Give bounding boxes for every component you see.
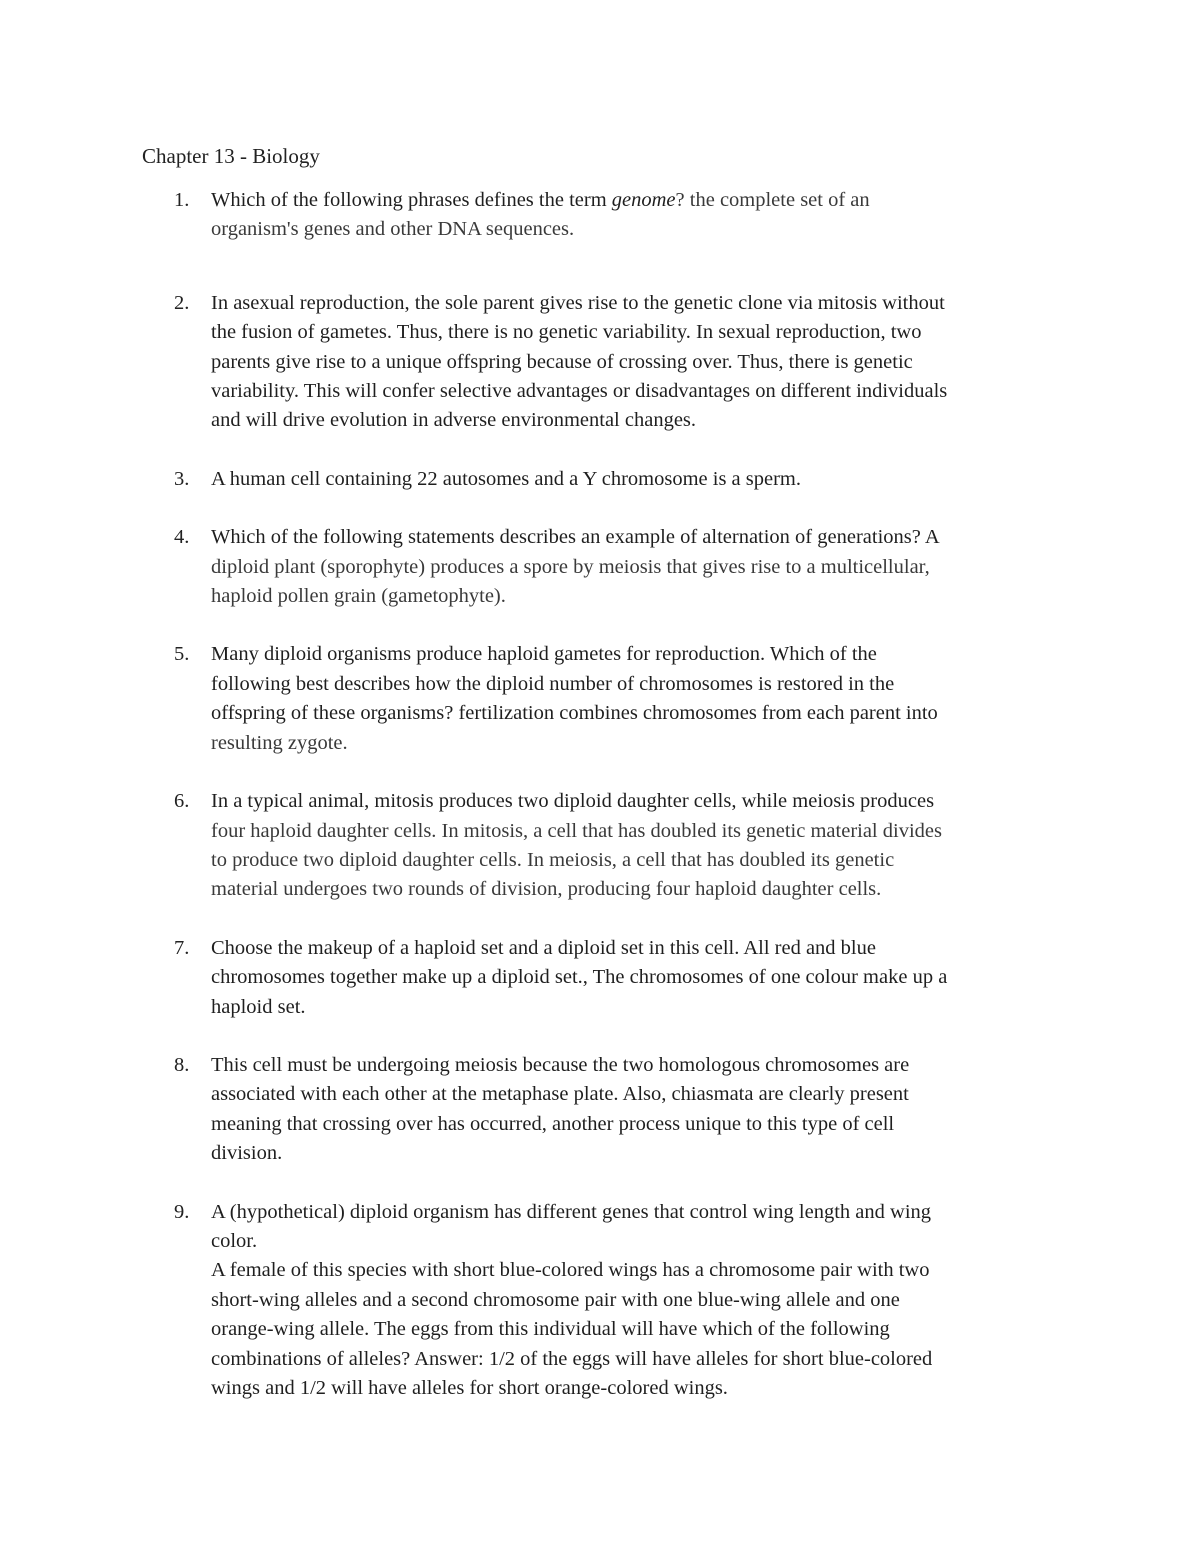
question-line: color. [211,1229,258,1252]
question-2 [0,289,1200,436]
question-6 [0,787,1200,905]
question-number: 1. [174,189,190,211]
question-line: wings and 1/2 will have alleles for short orange-colored wings. [211,1377,728,1399]
answer-line: haploid pollen grain (gametophyte). [211,585,506,608]
question-line: A (hypothetical) diploid organism has different genes that control wing length and wing [211,1200,932,1223]
answer-text: ? the complete set of an [675,189,870,211]
answer-line: four haploid daughter cells. In mitosis, a cell that has doubled its genetic material divides [211,819,942,842]
question-line: associated with each other at the metaphase plate. Also, chiasmata are clearly present [211,1083,909,1106]
answer-line: diploid plant (sporophyte) produces a spore by meiosis that gives rise to a multicellular, [211,555,930,578]
question-number: 5. [174,643,190,666]
question-number: 7. [174,936,190,959]
question-9 [0,1198,1200,1404]
question-line: and will drive evolution in adverse environmental changes. [211,409,697,432]
question-line [211,186,1070,215]
question-number: 3. [174,467,190,490]
question-line: meaning that crossing over has occurred, another process unique to this type of cell [211,1112,895,1135]
question-number: 8. [174,1053,190,1076]
question-line: Which of the following statements describes an example of alternation of generations? A [211,526,940,549]
question-3 [0,465,1200,494]
answer-line: resulting zygote. [211,731,348,754]
question-line: orange-wing allele. The eggs from this individual will have which of the following [211,1318,890,1341]
page-title: Chapter 13 - Biology [142,144,320,168]
question-line: In asexual reproduction, the sole parent gives rise to the genetic clone via mitosis without [211,291,945,314]
answer-line: to produce two diploid daughter cells. In meiosis, a cell that has doubled its genetic [211,848,895,871]
question-7 [0,934,1200,1022]
question-line: Choose the makeup of a haploid set and a diploid set in this cell. All red and blue [211,936,876,959]
question-line: chromosomes together make up a diploid set., The chromosomes of one colour make up a [211,966,948,989]
question-line: A human cell containing 22 autosomes and a Y chromosome is a sperm. [211,467,802,490]
question-line: Many diploid organisms produce haploid gametes for reproduction. Which of the [211,643,877,666]
question-line: variability. This will confer selective advantages or disadvantages on different individuals [211,380,948,403]
question-line: following best describes how the diploid number of chromosomes is restored in the [211,672,895,695]
question-5 [0,640,1200,758]
question-4 [0,523,1200,611]
question-line: the fusion of gametes. Thus, there is no genetic variability. In sexual reproduction, two [211,321,922,344]
question-8 [0,1051,1200,1169]
question-1 [0,186,1200,245]
question-line: combinations of alleles? Answer: 1/2 of the eggs will have alleles for short blue-colored [211,1347,933,1370]
question-number: 9. [174,1200,190,1223]
answer-line: organism's genes and other DNA sequences. [211,218,575,241]
question-number: 2. [174,291,190,314]
question-line: In a typical animal, mitosis produces two diploid daughter cells, while meiosis produces [211,790,935,813]
question-text: Which of the following phrases defines the term [211,189,612,211]
question-number: 6. [174,790,190,813]
question-line: haploid set. [211,995,306,1018]
question-line: offspring of these organisms? fertilization combines chromosomes from each parent into [211,702,938,725]
term-emphasis: genome [611,189,676,211]
question-line: parents give rise to a unique offspring because of crossing over. Thus, there is genetic [211,350,913,373]
question-line: division. [211,1142,283,1165]
question-number: 4. [174,526,190,549]
question-line: This cell must be undergoing meiosis because the two homologous chromosomes are [211,1053,910,1076]
question-line: short-wing alleles and a second chromosome pair with one blue-wing allele and one [211,1288,900,1311]
answer-line: material undergoes two rounds of division, producing four haploid daughter cells. [211,878,882,901]
question-line: A female of this species with short blue-colored wings has a chromosome pair with two [211,1259,930,1282]
question-list [0,186,1200,1403]
